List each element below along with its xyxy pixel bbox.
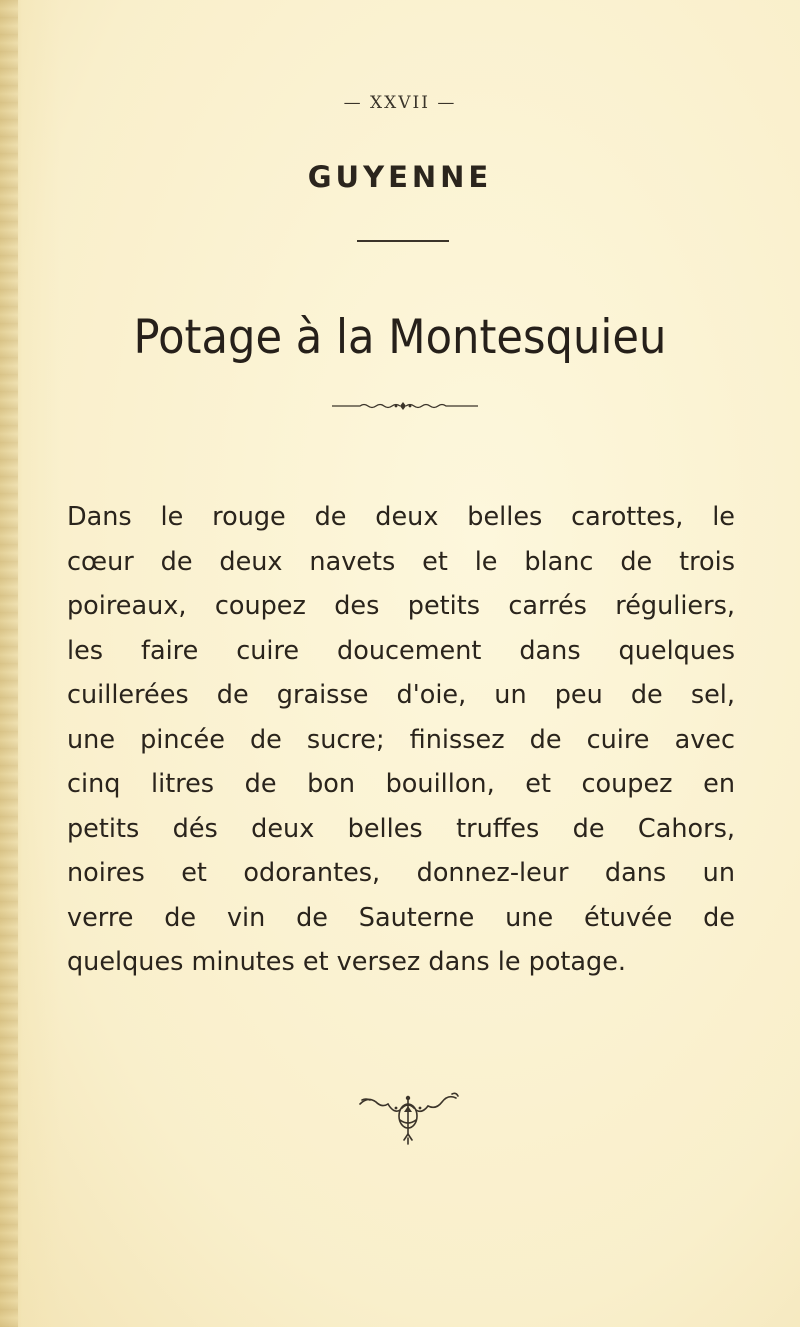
recipe-line: noires et odorantes, donnez-leur dans un (67, 858, 735, 888)
page-number: — XXVII — (343, 93, 457, 113)
recipe-line: cuillerées de graisse d'oie, un peu de sel, (67, 680, 735, 710)
recipe-line: Dans le rouge de deux belles carottes, le (67, 502, 735, 532)
recipe-line: les faire cuire doucement dans quelques (67, 635, 735, 666)
recipe-line: cœur de deux navets et le blanc de trois (67, 546, 735, 577)
recipe-line: une pincée de sucre; finissez de cuire avec (67, 724, 735, 755)
region-heading: GUYENNE (307, 160, 493, 194)
recipe-line: cinq litres de bon bouillon, et coupez en (67, 769, 735, 799)
floral-vignette-icon (348, 1090, 468, 1146)
recipe-line: quelques minutes et versez dans le potage. (67, 947, 627, 977)
flourish-divider-icon (330, 395, 480, 415)
recipe-line: poireaux, coupez des petits carrés réguliers, (67, 591, 735, 621)
page-spine-shadow (0, 0, 18, 1327)
recipe-text (67, 495, 735, 985)
heading-rule (357, 240, 449, 242)
recipe-line: petits dés deux belles truffes de Cahors, (67, 813, 735, 844)
recipe-line: verre de vin de Sauterne une étuvée de (67, 902, 735, 933)
recipe-title: Potage à la Montesquieu (133, 310, 667, 365)
